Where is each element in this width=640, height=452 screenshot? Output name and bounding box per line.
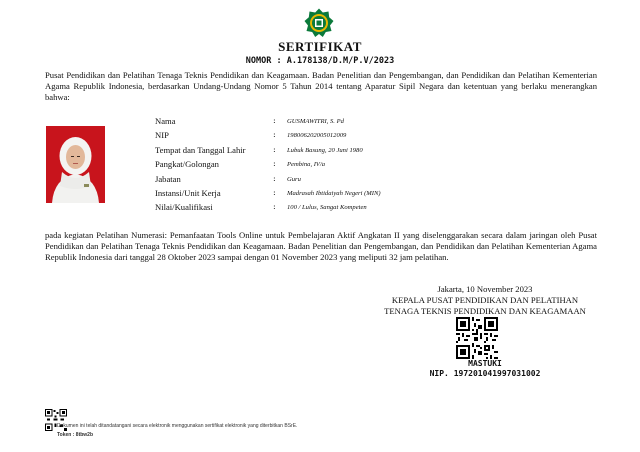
- field-row-institution: [155, 187, 455, 201]
- field-value: 100 / Lulus, Sangat Kompeten: [287, 204, 367, 212]
- field-value: Madrasah Ibtidaiyah Negeri (MIN): [287, 189, 381, 197]
- field-row-rank: [155, 158, 455, 172]
- field-colon: :: [273, 202, 276, 212]
- signature-place-date: Jakarta, 10 November 2023: [437, 284, 533, 294]
- field-row-birth: [155, 144, 455, 158]
- body-paragraph: pada kegiatan Pelatihan Numerasi: Pemanfaatan Tools Online untuk Pembelajaran Aktif Angkatan II yang diselenggarakan secara dalam jaringan oleh Pusat Pendidikan dan Pelatihan Tenaga Teknis Pendidikan dan Keagamaan. Badan Penelitian dan Pengembangan, dan Pendidikan dan Pelatihan Kementerian Agama Republik Indonesia dari tanggal 28 Oktober 2023 sampai dengan 01 November 2023 yang meliputi 32 jam pelatihan.: [45, 230, 597, 262]
- signature-position-line2: TENAGA TEKNIS PENDIDIKAN DAN KEAGAMAAN: [384, 306, 586, 316]
- field-label: Pangkat/Golongan: [155, 159, 219, 170]
- field-label: Instansi/Unit Kerja: [155, 187, 221, 198]
- field-colon: :: [273, 144, 276, 154]
- field-value: Pembina, IV/a: [287, 161, 326, 169]
- ministry-logo-icon: [304, 8, 334, 38]
- field-row-nip: [155, 129, 455, 143]
- participant-portrait-icon: [46, 126, 105, 203]
- participant-details: [155, 115, 455, 216]
- footer-esign-note: Dokumen ini telah ditandatangani secara elektronik menggunakan sertifikat elektronik yang diterbitkan BSrE.: [57, 423, 298, 429]
- signatory-name: MASTUKI: [468, 359, 502, 368]
- certificate-number: NOMOR : A.178138/D.M/P.V/2023: [245, 56, 395, 66]
- signatory-nip: NIP. 197201041997031002: [429, 369, 541, 378]
- field-label: Tempat dan Tanggal Lahir: [155, 144, 246, 155]
- field-colon: :: [273, 159, 276, 169]
- field-value: Guru: [287, 175, 301, 183]
- field-value: GUSMAWITRI, S. Pd: [287, 118, 344, 125]
- certificate-title: SERTIFIKAT: [278, 39, 362, 54]
- field-colon: :: [273, 187, 276, 197]
- field-value: Lubuk Basung, 20 Juni 1980: [287, 146, 363, 154]
- field-colon: :: [273, 116, 276, 125]
- signature-qr-code-icon: [456, 317, 498, 359]
- field-value: 198006202005012009: [287, 132, 347, 140]
- field-label: Nama: [155, 116, 176, 126]
- intro-paragraph: Pusat Pendidikan dan Pelatihan Tenaga Teknis Pendidikan dan Keagamaan. Badan Penelitian dan Pengembangan, dan Pendidikan dan Pelatihan Kementerian Agama Republik Indonesia, berdasarkan Undang-Undang Nomor 5 Tahun 2014 tentang Aparatur Sipil Negara dan ketentuan yang berlaku menerangkan bahwa:: [45, 70, 597, 102]
- field-label: NIP: [155, 130, 169, 141]
- field-label: Nilai/Kualifikasi: [155, 202, 213, 213]
- field-row-name: [155, 115, 455, 129]
- field-row-score: [155, 201, 455, 215]
- field-colon: :: [273, 130, 276, 140]
- field-label: Jabatan: [155, 173, 181, 184]
- field-row-position: [155, 173, 455, 187]
- signature-position-line1: KEPALA PUSAT PENDIDIKAN DAN PELATIHAN: [391, 295, 579, 305]
- participant-photo: [46, 126, 105, 203]
- field-colon: :: [273, 173, 276, 183]
- footer-token: Token : 8tbw2b: [57, 432, 94, 438]
